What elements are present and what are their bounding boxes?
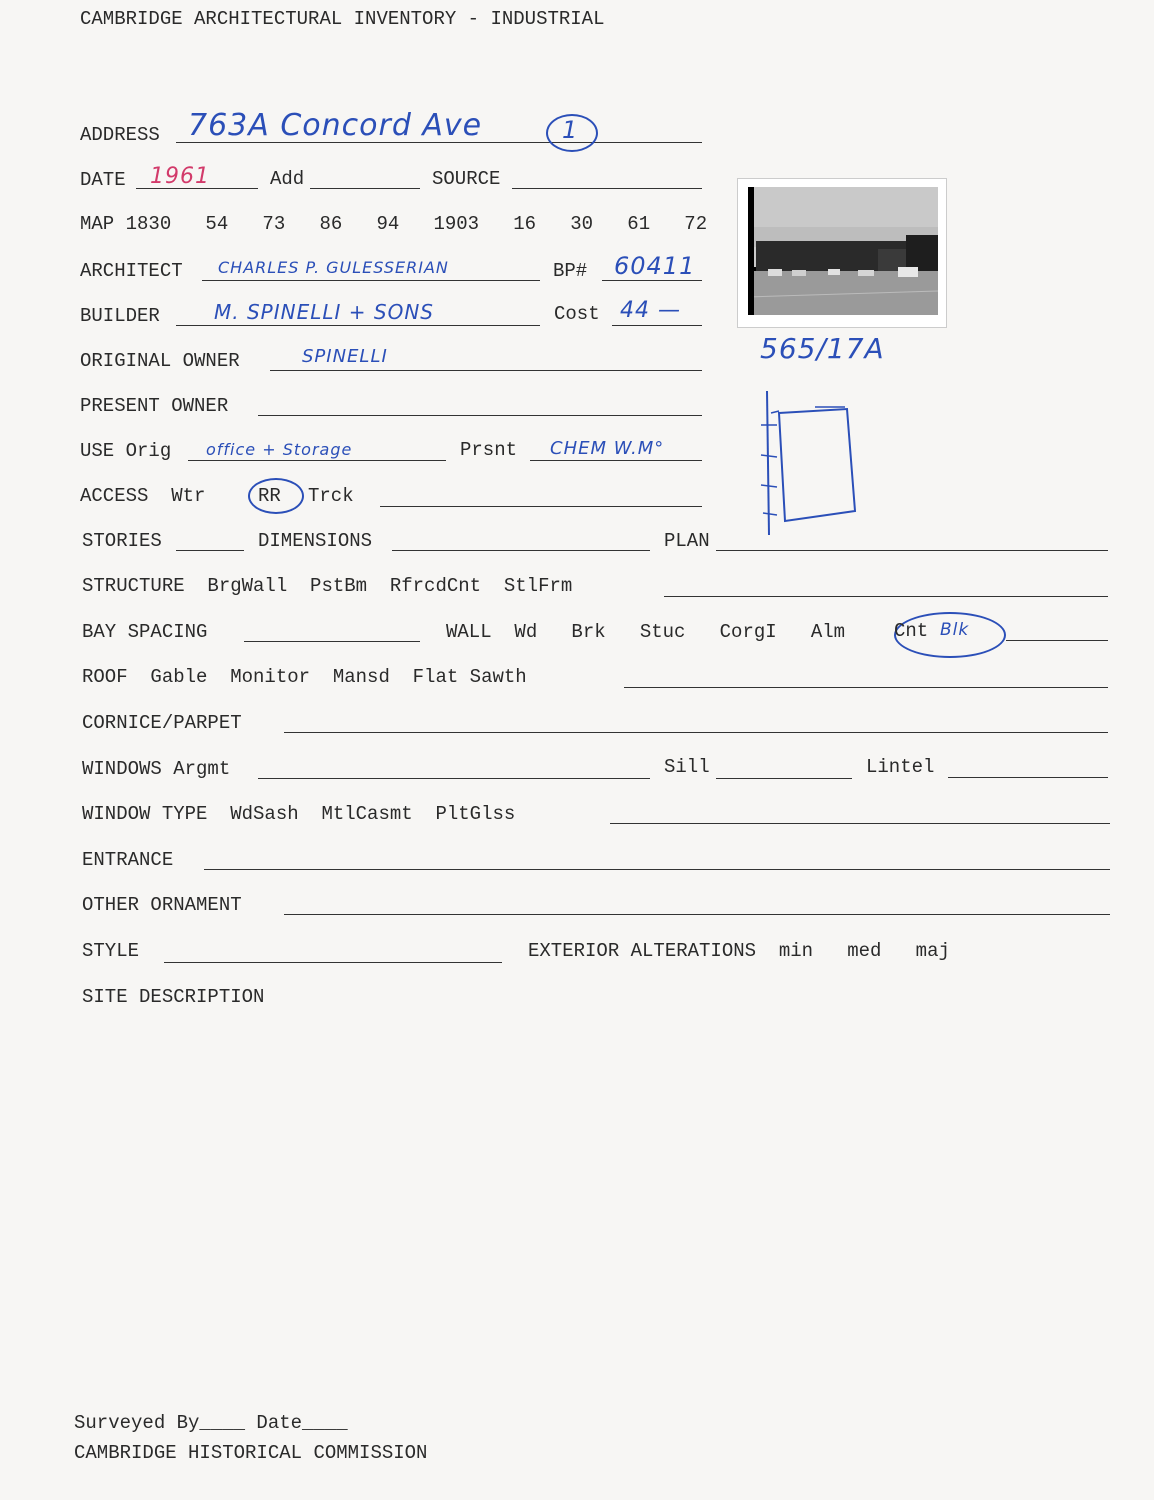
address-circle-value: 1 (562, 116, 579, 144)
windows-line (258, 778, 650, 779)
add-line (310, 188, 420, 189)
wall-label: WALL Wd Brk Stuc CorgI Alm (446, 621, 846, 643)
entrance-line (204, 869, 1110, 870)
bp-label: BP# (553, 260, 588, 282)
bp-value: 60411 (614, 252, 696, 280)
other-ornament-line (284, 914, 1110, 915)
lintel-label: Lintel (866, 756, 935, 778)
source-line (512, 188, 702, 189)
present-owner-line (258, 415, 702, 416)
surveyed-by: Surveyed By____ Date____ (74, 1412, 348, 1434)
window-type-line (610, 823, 1110, 824)
source-label: SOURCE (432, 168, 501, 190)
bay-spacing-line (244, 641, 420, 642)
wall-line (1006, 640, 1108, 641)
windows-label: WINDOWS Argmt (82, 758, 231, 780)
address-label: ADDRESS (80, 124, 160, 146)
dimensions-line (392, 550, 650, 551)
date-label: DATE (80, 169, 126, 191)
use-orig-value: office + Storage (206, 440, 353, 459)
entrance-label: ENTRANCE (82, 849, 174, 871)
stories-label: STORIES (82, 530, 162, 552)
original-owner-line (270, 370, 702, 371)
style-label: STYLE (82, 940, 140, 962)
access-label: ACCESS Wtr (80, 485, 206, 507)
present-owner-label: PRESENT OWNER (80, 395, 229, 417)
architect-label: ARCHITECT (80, 260, 183, 282)
style-line (164, 962, 502, 963)
cornice-line (284, 732, 1108, 733)
address-value: 763A Concord Ave (188, 108, 483, 143)
cost-line (612, 325, 702, 326)
builder-line (176, 325, 540, 326)
building-photo (738, 179, 946, 327)
plan-line (716, 550, 1108, 551)
add-label: Add (270, 168, 305, 190)
form-header: CAMBRIDGE ARCHITECTURAL INVENTORY - INDUSTRIAL (80, 8, 605, 30)
sill-label: Sill (664, 756, 710, 778)
architect-value: CHARLES P. GULESSERIAN (218, 258, 449, 277)
wall-cnt-value: Blk (940, 620, 970, 640)
plan-label: PLAN (664, 530, 710, 552)
prsnt-value: CHEM W.M° (550, 438, 665, 459)
cornice-label: CORNICE/PARPET (82, 712, 242, 734)
site-plan-sketch (755, 385, 865, 545)
exterior-alterations-label: EXTERIOR ALTERATIONS min med maj (528, 940, 950, 962)
bay-spacing-label: BAY SPACING (82, 621, 208, 643)
lintel-line (948, 777, 1108, 778)
cost-value: 44 — (620, 298, 681, 323)
window-type-label: WINDOW TYPE WdSash MtlCasmt PltGlss (82, 803, 516, 825)
commission-name: CAMBRIDGE HISTORICAL COMMISSION (74, 1442, 428, 1464)
other-ornament-label: OTHER ORNAMENT (82, 894, 242, 916)
structure-line (664, 596, 1108, 597)
cnt-label: Cnt (894, 620, 929, 642)
stories-line (176, 550, 244, 551)
use-orig-label: USE Orig (80, 440, 172, 462)
date-value: 1961 (150, 164, 210, 189)
photo-reference: 565/17A (760, 332, 885, 365)
bp-line (602, 280, 702, 281)
original-owner-label: ORIGINAL OWNER (80, 350, 240, 372)
site-description-label: SITE DESCRIPTION (82, 986, 265, 1008)
map-row: MAP 1830 54 73 86 94 1903 16 30 61 72 (80, 213, 708, 235)
original-owner-value: SPINELLI (302, 346, 388, 367)
roof-line (624, 687, 1108, 688)
builder-label: BUILDER (80, 305, 160, 327)
trck-label: Trck (308, 485, 354, 507)
sill-line (716, 778, 852, 779)
builder-value: M. SPINELLI + SONS (214, 300, 434, 324)
architect-line (202, 280, 540, 281)
roof-label: ROOF Gable Monitor Mansd Flat Sawth (82, 666, 527, 688)
access-line (380, 506, 702, 507)
structure-label: STRUCTURE BrgWall PstBm RfrcdCnt StlFrm (82, 575, 573, 597)
rr-label: RR (258, 485, 281, 507)
prsnt-label: Prsnt (460, 439, 518, 461)
prsnt-line (530, 460, 702, 461)
cost-label: Cost (554, 303, 600, 325)
use-orig-line (188, 460, 446, 461)
dimensions-label: DIMENSIONS (258, 530, 373, 552)
